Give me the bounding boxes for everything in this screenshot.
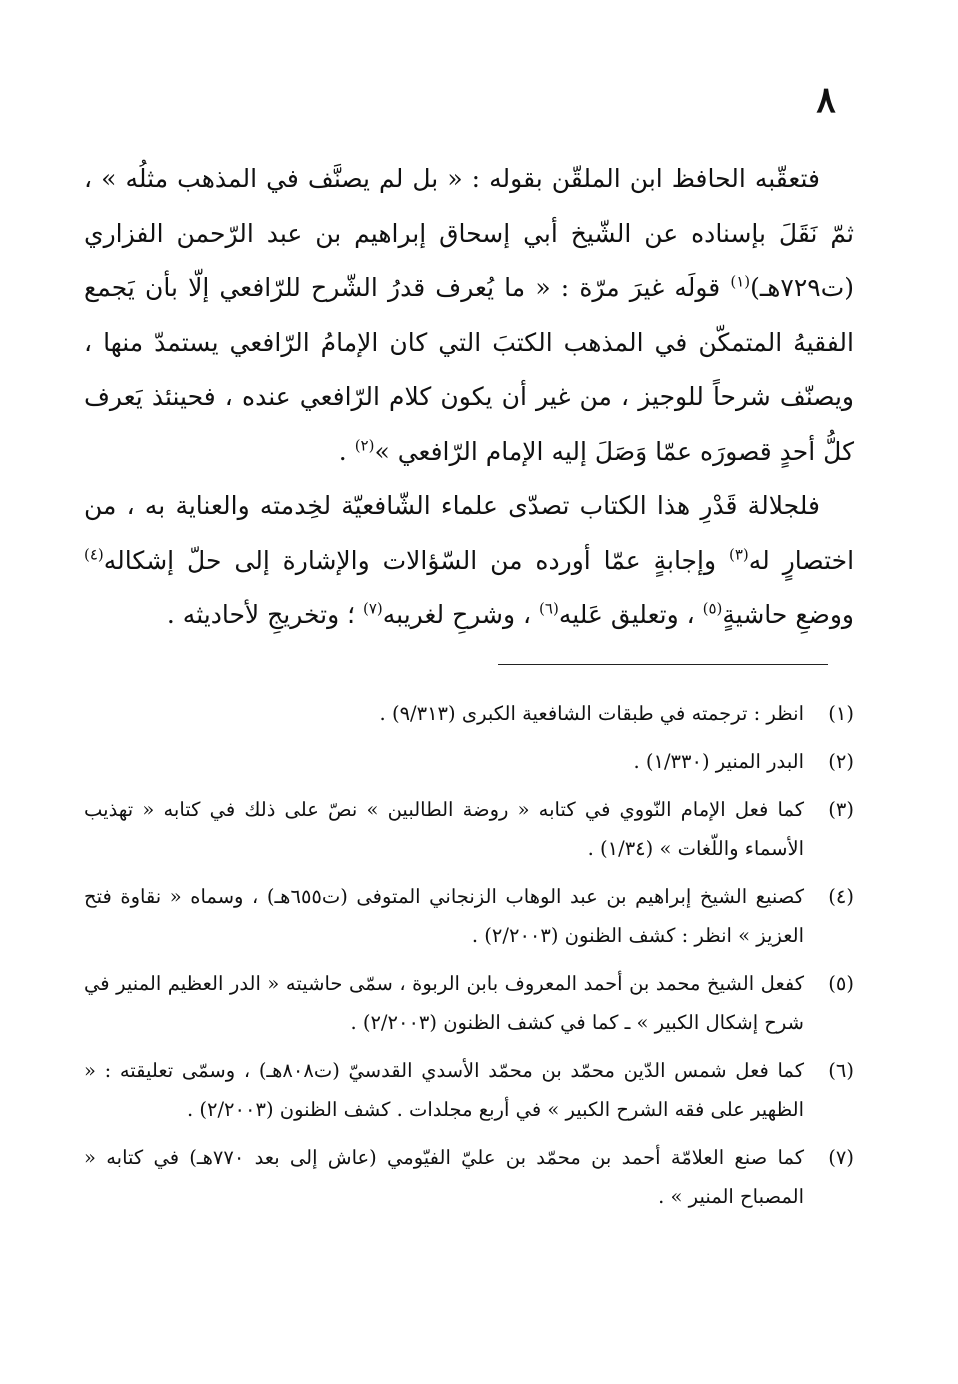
text-segment: وإجابةٍ عمّا أورده من السّؤالات والإشارة إلى حلّ إشكاله <box>103 545 729 575</box>
text-segment: فتعقّبه الحافظ ابن الملقّن بقوله : « بل لم يصنَّف في المذهب مثلُه » ، ثمّ نَقَلَ بإسناده عن الشّيخ أبي إسحاق إبراهيم بن عبد الرّحمن الفزاري (ت٧٢٩هـ) <box>84 164 854 302</box>
footnote-reference[interactable]: (٥) <box>702 599 723 618</box>
footnote-text: كما فعل شمس الدّين محمّد بن محمّد الأسدي القدسيّ (ت٨٠٨هـ) ، وسمّى تعليقته : « الظهير على فقه الشرح الكبير » في أربع مجلدات . كشف الظنون (٢/٢٠٠٣) . <box>84 1059 804 1121</box>
footnote-reference[interactable]: (٣) <box>728 545 749 564</box>
footnotes <box>84 694 854 1225</box>
footnote-number: (١) <box>828 702 854 725</box>
footnote-item <box>84 964 854 1042</box>
main-text <box>84 152 854 643</box>
footnote-reference[interactable]: (٧) <box>363 599 383 618</box>
page-number: ٨ <box>816 79 836 121</box>
footnote-text: كما فعل الإمام النّووي في كتابه « روضة الطالبين » نصّ على ذلك في كتابه « تهذيب الأسماء واللّغات » (١/٣٤) . <box>84 798 804 860</box>
footnote-item <box>84 1138 854 1216</box>
footnote-number: (٧) <box>828 1146 854 1169</box>
footnote-reference[interactable]: (١) <box>730 272 751 291</box>
footnote-item <box>84 790 854 868</box>
footnote-divider <box>498 664 828 665</box>
footnote-number: (٥) <box>828 972 854 995</box>
footnote-item <box>84 877 854 955</box>
text-segment: فلجلالة قَدْرِ هذا الكتاب تصدّى علماء الشّافعيّة لخِدمته والعناية به ، من اختصارٍ له <box>84 491 855 575</box>
text-segment: . <box>338 436 355 466</box>
footnote-item <box>84 742 854 781</box>
footnote-text: كفعل الشيخ محمد بن أحمد المعروف بابن الربوة ، سمّى حاشيته « الدر العظيم المنير في شرح إشكال الكبير » ـ كما في كشف الظنون (٢/٢٠٠٣) . <box>84 972 804 1034</box>
text-segment: ، وتعليق عَليه <box>558 600 703 629</box>
footnote-text: البدر المنير (١/٣٣٠) . <box>633 750 804 773</box>
footnote-item <box>84 1051 854 1129</box>
footnote-reference[interactable]: (٤) <box>84 545 104 564</box>
footnote-number: (٦) <box>828 1059 854 1082</box>
text-segment: قولَه غيرَ مرّة : « ما يُعرف قدرُ الشّرح للرّافعي إلّا بأن يَجمع الفقيهُ المتمكّن في المذهب الكتبَ التي كان الإمامُ الرّافعي يستمدّ منها ، ويصنّف شرحاً للوجيز ، من غير أن يكون كلام الرّافعي عنده ، فحينئذ يَعرف كلُّ أحدٍ قصورَه عمّا وَصَلَ إليه الإمام الرّافعي » <box>84 273 854 466</box>
footnote-text: كما صنع العلامّة أحمد بن محمّد بن عليّ الفيّومي (عاش إلى بعد ٧٧٠هـ) في كتابه « المصباح المنير » . <box>84 1146 804 1208</box>
body-paragraph <box>84 479 854 643</box>
text-segment: ، وشرحِ لغريبه <box>382 600 540 629</box>
footnote-number: (٤) <box>828 885 854 908</box>
footnote-reference[interactable]: (٢) <box>354 436 375 455</box>
text-segment: ووضعِ حاشيةٍ <box>722 600 854 629</box>
body-paragraph <box>84 152 854 479</box>
text-segment: ؛ وتخريجِ لأحاديثه . <box>166 600 363 629</box>
footnote-number: (٢) <box>828 750 854 773</box>
footnote-text: انظر : ترجمته في طبقات الشافعية الكبرى (٩/٣١٣) . <box>379 702 804 725</box>
footnote-item <box>84 694 854 733</box>
footnote-reference[interactable]: (٦) <box>539 599 559 618</box>
footnote-number: (٣) <box>828 798 854 821</box>
footnote-text: كصنيع الشيخ إبراهيم بن عبد الوهاب الزنجاني المتوفى (ت٦٥٥هـ) ، وسماه « نقاوة فتح العزيز » انظر : كشف الظنون (٢/٢٠٠٣) . <box>84 885 805 947</box>
